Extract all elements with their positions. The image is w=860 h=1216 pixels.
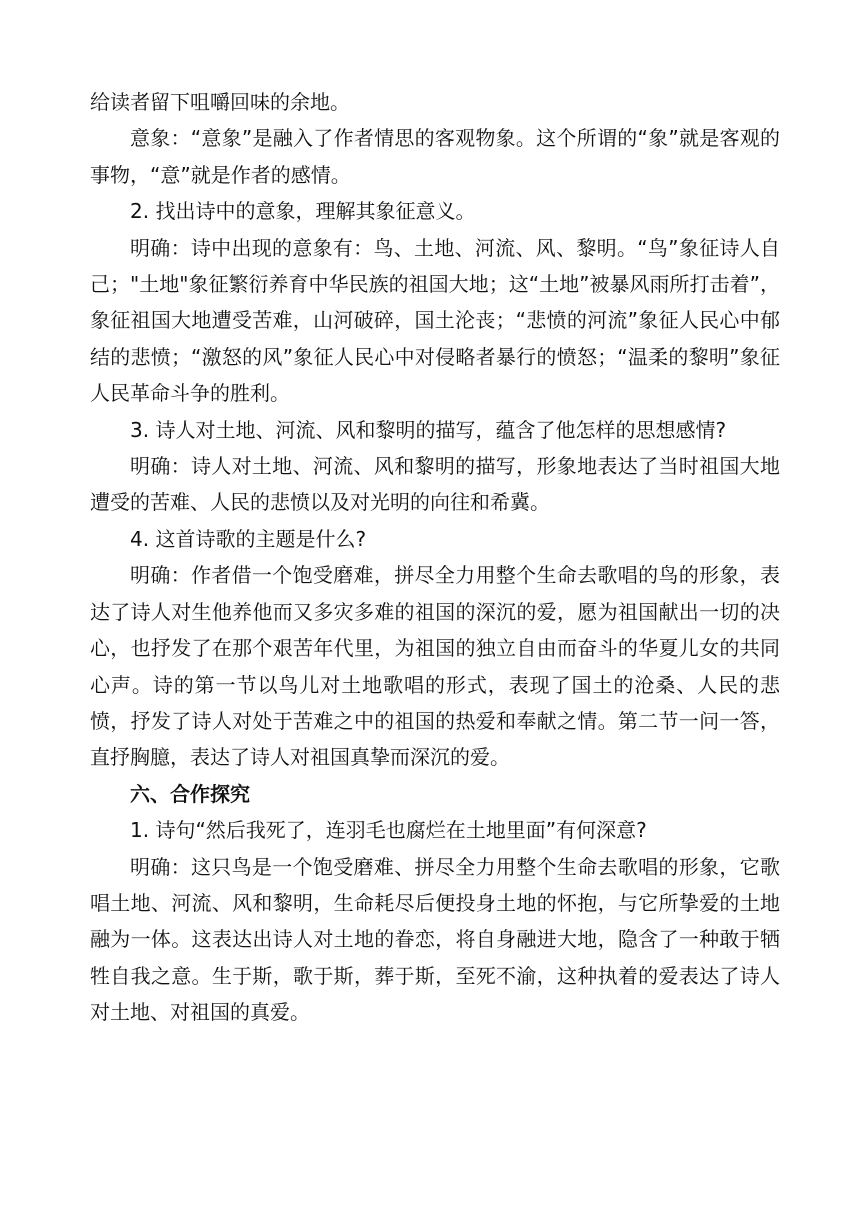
- document-body: [90, 84, 780, 1031]
- answer-3: 明确：诗人对土地、河流、风和黎明的描写，形象地表达了当时祖国大地遭受的苦难、人民的悲愤以及对光明的向往和希冀。: [90, 454, 780, 515]
- question-3: 3. 诗人对土地、河流、风和黎明的描写，蕴含了他怎样的思想感情?: [130, 417, 727, 442]
- inquiry-answer-1: 明确：这只鸟是一个饱受磨难、拼尽全力用整个生命去歌唱的形象，它歌唱土地、河流、风和黎明，生命耗尽后便投身土地的怀抱，与它所挚爱的土地融为一体。这表达出诗人对土地的眷恋，将自身融进大地，隐含了一种敢于牺牲自我之意。生于斯，歌于斯，葬于斯，至死不渝，这种执着的爱表达了诗人对土地、对祖国的真爱。: [90, 854, 780, 1025]
- paragraph-imagery-definition: 意象：“意象”是融入了作者情思的客观物象。这个所谓的“象”就是客观的事物，“意”就是作者的感情。: [90, 126, 780, 187]
- question-2: 2. 找出诗中的意象，理解其象征意义。: [130, 199, 476, 224]
- inquiry-question-1: 1. 诗句“然后我死了，连羽毛也腐烂在土地里面”有何深意?: [130, 818, 647, 843]
- answer-2: 明确：诗中出现的意象有：鸟、土地、河流、风、黎明。“鸟”象征诗人自己；"土地"象征繁衍养育中华民族的祖国大地；这“土地”被暴风雨所打击着”，象征祖国大地遭受苦难，山河破碎，国土沦丧；“悲愤的河流”象征人民心中郁结的悲愤；“激怒的风”象征人民心中对侵略者暴行的愤怒；“温柔的黎明”象征人民革命斗争的胜利。: [90, 235, 780, 406]
- section-heading-cooperative-inquiry: 六、合作探究: [130, 781, 250, 806]
- paragraph-continuation: 给读者留下咀嚼回味的余地。: [90, 90, 350, 114]
- answer-4: 明确：作者借一个饱受磨难，拼尽全力用整个生命去歌唱的鸟的形象，表达了诗人对生他养他而又多灾多难的祖国的深沉的爱，愿为祖国献出一切的决心，也抒发了在那个艰苦年代里，为祖国的独立自由而奋斗的华夏儿女的共同心声。诗的第一节以鸟儿对土地歌唱的形式，表现了国土的沧桑、人民的悲愤，抒发了诗人对处于苦难之中的祖国的热爱和奉献之情。第二节一问一答，直抒胸臆，表达了诗人对祖国真挚而深沉的爱。: [90, 563, 780, 770]
- question-4: 4. 这首诗歌的主题是什么?: [130, 526, 367, 551]
